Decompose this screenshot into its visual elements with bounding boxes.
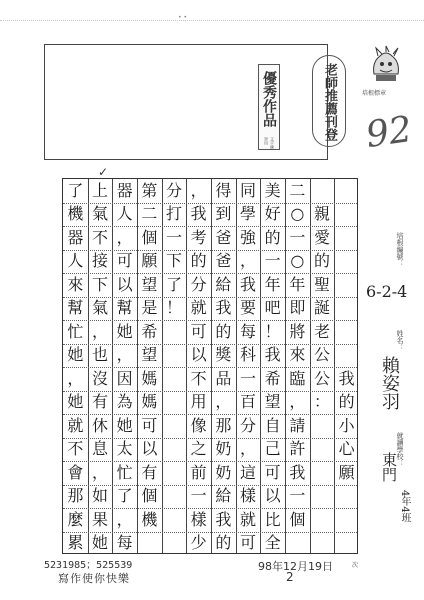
essay-character: 忙 — [67, 321, 84, 341]
essay-character: 同 — [239, 180, 256, 200]
essay-character: 我 — [338, 368, 355, 388]
essay-character: ○ — [290, 204, 305, 224]
grid-column-line — [186, 179, 187, 553]
essay-character: 要 — [239, 298, 256, 318]
school-value: 東門 — [380, 452, 398, 482]
essay-character: 以 — [264, 486, 281, 506]
essay-character: 氣 — [91, 204, 108, 224]
essay-character: 太 — [116, 439, 133, 459]
essay-character: ○ — [290, 251, 305, 271]
essay-character: 比 — [264, 509, 281, 529]
essay-character: 來 — [289, 345, 306, 365]
grade-value: 4年4班 — [399, 490, 410, 523]
essay-character: 的 — [264, 227, 281, 247]
essay-character: ， — [289, 392, 306, 412]
teacher-comment-box — [44, 44, 328, 160]
essay-character: 幫 — [116, 298, 133, 318]
essay-character: 公 — [313, 368, 330, 388]
essay-character: 奶 — [215, 439, 232, 459]
essay-character: 個 — [141, 227, 158, 247]
essay-character: ， — [239, 251, 256, 271]
essay-character: 一 — [190, 486, 207, 506]
essay-character: 了 — [165, 274, 182, 294]
essay-character: 個 — [141, 486, 158, 506]
essay-character: 百 — [239, 392, 256, 412]
essay-character: 獎 — [215, 345, 232, 365]
essay-character: 打 — [165, 204, 182, 224]
essay-character: 用 — [190, 392, 207, 412]
essay-character: 每 — [239, 321, 256, 341]
essay-character: 我 — [215, 298, 232, 318]
top-dots: • • — [178, 14, 187, 21]
essay-character: 那 — [67, 486, 84, 506]
essay-character: 分 — [190, 274, 207, 294]
essay-character: ， — [91, 321, 108, 341]
essay-character: 可 — [190, 321, 207, 341]
essay-character: 為 — [116, 392, 133, 412]
recommend-stamp-text: 老師推薦刊登 — [322, 63, 337, 141]
essay-character: 不 — [190, 368, 207, 388]
essay-character: 媽 — [141, 392, 158, 412]
essay-character: 每 — [116, 533, 133, 553]
essay-character: 的 — [313, 251, 330, 271]
teacher-check-mark: ✓ — [98, 165, 109, 179]
essay-character: 可 — [264, 462, 281, 482]
essay-character: 奶 — [215, 462, 232, 482]
essay-character: 媽 — [141, 368, 158, 388]
grid-column-line — [88, 179, 89, 553]
essay-character: 也 — [91, 345, 108, 365]
mascot-icon — [366, 44, 406, 84]
essay-character: 果 — [91, 509, 108, 529]
essay-character: 願 — [141, 251, 158, 271]
essay-character: 可 — [141, 415, 158, 435]
essay-character: 我 — [190, 204, 207, 224]
essay-character: 樣 — [190, 509, 207, 529]
essay-character: 請 — [289, 415, 306, 435]
essay-character: 年 — [264, 274, 281, 294]
footer-mark: 次 — [352, 562, 359, 569]
essay-character: 將 — [289, 321, 306, 341]
essay-character: 的 — [215, 533, 232, 553]
essay-character: 來 — [67, 274, 84, 294]
essay-character: ： — [313, 392, 330, 412]
essay-character: 我 — [264, 345, 281, 365]
essay-character: ， — [215, 392, 232, 412]
essay-character: 小 — [338, 415, 355, 435]
essay-character: 望 — [141, 345, 158, 365]
essay-character: 誕 — [313, 298, 330, 318]
essay-character: 爸 — [215, 251, 232, 271]
essay-character: 有 — [91, 392, 108, 412]
essay-character: 一 — [289, 486, 306, 506]
essay-character: 可 — [239, 533, 256, 553]
essay-character: 強 — [239, 227, 256, 247]
essay-character: 她 — [91, 533, 108, 553]
essay-character: 個 — [289, 509, 306, 529]
essay-character: 吧 — [264, 298, 281, 318]
grid-column-line — [334, 179, 335, 553]
essay-character: ， — [190, 180, 207, 200]
essay-character: 像 — [190, 415, 207, 435]
class-label: 培根編號： — [396, 232, 404, 267]
essay-character: 一 — [165, 227, 182, 247]
essay-character: 如 — [91, 486, 108, 506]
essay-character: 是 — [141, 298, 158, 318]
essay-character: 第 — [141, 180, 158, 200]
essay-character: 二 — [141, 204, 158, 224]
essay-character: 氣 — [91, 298, 108, 318]
essay-character: 她 — [67, 345, 84, 365]
essay-character: 這 — [239, 462, 256, 482]
essay-character: 望 — [141, 274, 158, 294]
page-number: 2 — [286, 570, 294, 584]
essay-character: 愛 — [313, 227, 330, 247]
excellent-stamp-subtext: 文字練習用 — [264, 137, 275, 149]
essay-character: 一 — [264, 251, 281, 271]
essay-character: 以 — [116, 274, 133, 294]
name-label: 姓名： — [396, 330, 404, 351]
essay-character: ， — [239, 439, 256, 459]
grid-column-line — [285, 179, 286, 553]
essay-character: 給 — [215, 486, 232, 506]
essay-character: 心 — [338, 439, 355, 459]
essay-character: 分 — [165, 180, 182, 200]
essay-character: 下 — [91, 274, 108, 294]
essay-character: ， — [116, 345, 133, 365]
essay-character: 器 — [116, 180, 133, 200]
essay-character: 了 — [116, 486, 133, 506]
essay-character: 麼 — [67, 509, 84, 529]
school-label: 就讀學校： — [396, 432, 404, 467]
essay-character: 樣 — [239, 486, 256, 506]
essay-character: 聖 — [313, 274, 330, 294]
essay-character: 分 — [239, 415, 256, 435]
essay-character: ， — [116, 509, 133, 529]
essay-character: 她 — [67, 392, 84, 412]
essay-character: 之 — [190, 439, 207, 459]
grid-column-line — [310, 179, 311, 553]
essay-character: 有 — [141, 462, 158, 482]
essay-character: 自 — [264, 415, 281, 435]
essay-character: 的 — [338, 392, 355, 412]
grid-column-line — [236, 179, 237, 553]
essay-character: 接 — [91, 251, 108, 271]
essay-character: 全 — [264, 533, 281, 553]
manuscript-grid — [62, 178, 358, 554]
essay-character: ， — [116, 227, 133, 247]
essay-character: 年 — [289, 274, 306, 294]
essay-character: 可 — [116, 251, 133, 271]
top-dotted-separator — [0, 20, 424, 21]
name-value: 賴姿羽 — [379, 356, 400, 410]
footer-slogan: 寫作使你快樂 — [58, 572, 130, 585]
grid-column-line — [112, 179, 113, 553]
essay-character: 不 — [67, 439, 84, 459]
excellent-work-stamp — [258, 64, 280, 150]
essay-character: 機 — [141, 509, 158, 529]
essay-character: 前 — [190, 462, 207, 482]
essay-character: 休 — [91, 415, 108, 435]
grid-column-line — [260, 179, 261, 553]
essay-character: 就 — [239, 509, 256, 529]
essay-character: 我 — [289, 462, 306, 482]
essay-character: 一 — [289, 227, 306, 247]
essay-character: 人 — [67, 251, 84, 271]
class-value: 6-2-4 — [366, 282, 408, 301]
essay-character: 息 — [91, 439, 108, 459]
essay-character: 少 — [190, 533, 207, 553]
essay-character: 的 — [215, 321, 232, 341]
essay-character: ！ — [165, 298, 182, 318]
essay-character: 考 — [190, 227, 207, 247]
essay-character: 得 — [215, 180, 232, 200]
submission-date: 98年12月19日 — [258, 560, 333, 573]
essay-character: 沒 — [91, 368, 108, 388]
essay-character: 親 — [313, 204, 330, 224]
essay-character: 因 — [116, 368, 133, 388]
essay-character: 品 — [215, 368, 232, 388]
essay-character: 就 — [67, 415, 84, 435]
essay-character: 望 — [264, 392, 281, 412]
excellent-stamp-text: 優秀作品 — [261, 71, 277, 127]
essay-character: 爸 — [215, 227, 232, 247]
essay-character: 上 — [91, 180, 108, 200]
serial-number: 5231985；525539 — [44, 560, 133, 571]
essay-character: 許 — [289, 439, 306, 459]
essay-character: 我 — [215, 509, 232, 529]
essay-character: 好 — [264, 204, 281, 224]
essay-character: 希 — [264, 368, 281, 388]
essay-character: ， — [67, 368, 84, 388]
essay-character: 下 — [165, 251, 182, 271]
essay-character: 她 — [116, 321, 133, 341]
essay-character: 公 — [313, 345, 330, 365]
essay-character: 二 — [289, 180, 306, 200]
essay-character: 希 — [141, 321, 158, 341]
essay-character: ！ — [264, 321, 281, 341]
score: 92 — [363, 109, 415, 156]
essay-character: 即 — [289, 298, 306, 318]
essay-character: 臨 — [289, 368, 306, 388]
essay-character: 那 — [215, 415, 232, 435]
essay-character: 給 — [215, 274, 232, 294]
grid-column-line — [162, 179, 163, 553]
grid-column-line — [137, 179, 138, 553]
essay-character: 以 — [190, 345, 207, 365]
essay-character: 老 — [313, 321, 330, 341]
grid-column-line — [211, 179, 212, 553]
essay-character: 願 — [338, 462, 355, 482]
essay-character: 會 — [67, 462, 84, 482]
essay-character: ， — [91, 462, 108, 482]
essay-character: 到 — [215, 204, 232, 224]
essay-character: 我 — [239, 274, 256, 294]
recommend-publish-stamp — [312, 55, 346, 147]
essay-character: 她 — [116, 415, 133, 435]
essay-character: 科 — [239, 345, 256, 365]
essay-character: 學 — [239, 204, 256, 224]
essay-character: 一 — [239, 368, 256, 388]
mascot-label: 培根標章 — [362, 90, 387, 97]
essay-character: 以 — [141, 439, 158, 459]
essay-character: 就 — [190, 298, 207, 318]
essay-character: 人 — [116, 204, 133, 224]
essay-character: 了 — [67, 180, 84, 200]
essay-character: 忙 — [116, 462, 133, 482]
essay-character: 不 — [91, 227, 108, 247]
essay-character: 美 — [264, 180, 281, 200]
essay-character: 己 — [264, 439, 281, 459]
essay-character: 器 — [67, 227, 84, 247]
essay-character: 幫 — [67, 298, 84, 318]
essay-character: 機 — [67, 204, 84, 224]
essay-character: 累 — [67, 533, 84, 553]
essay-character: 的 — [190, 251, 207, 271]
